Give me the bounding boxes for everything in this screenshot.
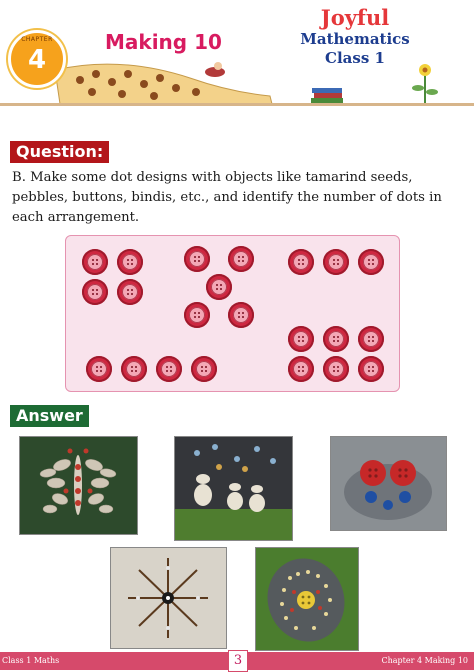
button-dot xyxy=(323,249,349,275)
button-ladybug-photo xyxy=(330,436,447,531)
header-ground-line xyxy=(0,103,474,106)
button-dot xyxy=(323,356,349,382)
chapter-word: CHAPTER xyxy=(21,36,53,43)
button-dot xyxy=(117,249,143,275)
question-label: Question: xyxy=(10,141,109,163)
page-number: 3 xyxy=(228,650,248,672)
button-dot xyxy=(191,356,217,382)
footer-left-text: Class 1 Maths xyxy=(2,656,60,665)
button-dot xyxy=(288,249,314,275)
button-dot xyxy=(228,246,254,272)
button-dot xyxy=(288,326,314,352)
button-dot xyxy=(156,356,182,382)
button-dot xyxy=(288,356,314,382)
button-dot xyxy=(184,246,210,272)
pebble-people-photo xyxy=(174,436,293,541)
book-title-line3: Class 1 xyxy=(325,49,385,67)
button-dot xyxy=(117,279,143,305)
button-dot xyxy=(121,356,147,382)
dot-arrangement-box xyxy=(65,235,400,392)
button-dot xyxy=(86,356,112,382)
answer-label: Answer xyxy=(10,405,89,427)
button-dot xyxy=(184,302,210,328)
dotted-stone-photo xyxy=(255,547,359,651)
button-dot xyxy=(358,356,384,382)
chapter-number: 4 xyxy=(27,45,47,75)
button-dot xyxy=(358,249,384,275)
page-header xyxy=(0,0,474,120)
pebble-butterfly-photo xyxy=(19,436,138,535)
chapter-badge xyxy=(8,30,66,88)
twig-star-photo xyxy=(110,547,227,649)
question-text: B. Make some dot designs with objects like tamarind seeds, pebbles, buttons, bindis, etc., and identify the number of dots in each arrangement. xyxy=(12,170,442,225)
book-title xyxy=(270,6,440,68)
chapter-title: Making 10 xyxy=(105,30,222,54)
button-dot xyxy=(82,279,108,305)
button-dot xyxy=(228,302,254,328)
footer-right-text: Chapter 4 Making 10 xyxy=(381,656,468,665)
button-dot xyxy=(82,249,108,275)
book-title-line1: Joyful xyxy=(320,5,390,30)
page-footer xyxy=(0,652,474,670)
button-dot xyxy=(206,274,232,300)
book-title-line2: Mathematics xyxy=(300,30,410,48)
button-dot xyxy=(358,326,384,352)
button-dot xyxy=(323,326,349,352)
